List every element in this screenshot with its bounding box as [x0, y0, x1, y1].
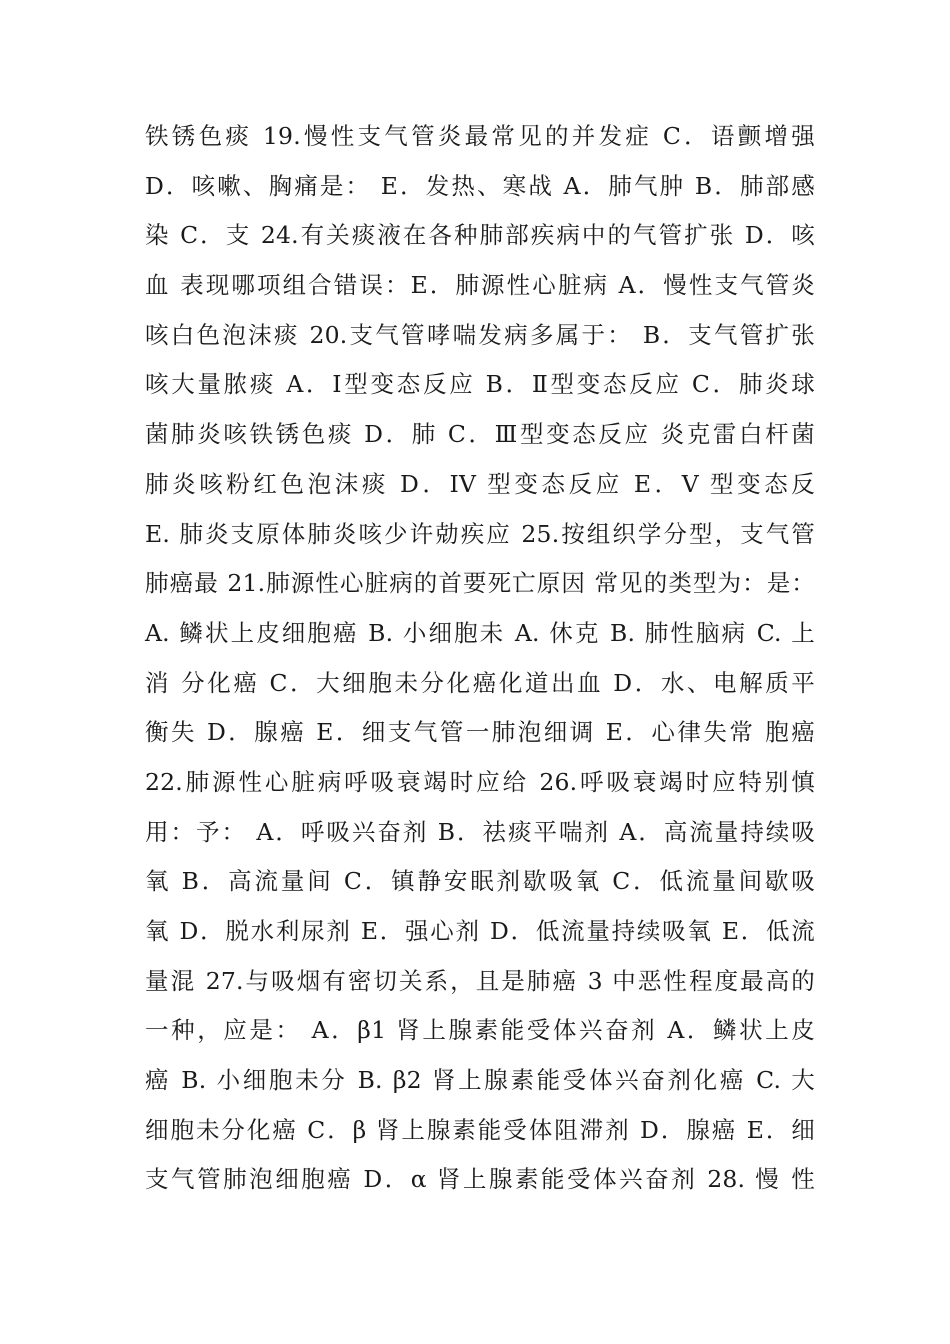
text-line: 细胞未分化癌 C．β 肾上腺素能受体阻滞剂 D．腺癌 E．细 — [145, 1115, 815, 1144]
document-body — [145, 112, 815, 1205]
text-line: 22.肺源性心脏病呼吸衰竭时应给 26.呼吸衰竭时应特别慎 — [145, 767, 815, 796]
text-line: 量混 27.与吸烟有密切关系，且是肺癌 3 中恶性程度最高的 — [145, 966, 815, 995]
text-line: E. 肺炎支原体肺炎咳少许勀疾应 25.按组织学分型，支气管 — [145, 519, 815, 548]
text-line: 染 C．支 24.有关痰液在各种肺部疾病中的气管扩张 D．咳 — [145, 221, 815, 250]
text-line: 一种，应是： A．β1 肾上腺素能受体兴奋剂 A．鳞状上皮 — [145, 1016, 815, 1045]
text-line: 氧 D．脱水利尿剂 E．强心剂 D．低流量持续吸氧 E．低流 — [145, 917, 815, 945]
text-line: D．咳嗽、胸痛是： E．发热、寒战 A．肺气肿 B．肺部感 — [145, 171, 815, 200]
text-line: 血 表现哪项组合错误：E．肺源性心脏病 A．慢性支气管炎 — [145, 271, 815, 300]
text-line: 消 分化癌 C．大细胞未分化癌化道出血 D．水、电解质平 — [145, 668, 815, 697]
text-line: 咳白色泡沫痰 20.支气管哮喘发病多属于： B．支气管扩张 — [145, 320, 815, 349]
text-line: 衡失 D．腺癌 E．细支气管一肺泡细调 E．心律失常 胞癌 — [145, 718, 815, 747]
text-line: 氧 B．高流量间 C．镇静安眠剂歇吸氧 C．低流量间歇吸 — [145, 867, 815, 896]
text-line: 癌 B. 小细胞未分 B. β2 肾上腺素能受体兴奋剂化癌 C. 大 — [145, 1066, 815, 1095]
text-line: 铁锈色痰 19.慢性支气管炎最常见的并发症 C．语颤增强 — [145, 122, 815, 150]
text-line: 肺炎咳粉红色泡沫痰 D．IV 型变态反应 E．V 型变态反 — [145, 469, 815, 498]
text-line: 咳大量脓痰 A．Ⅰ型变态反应 B．Ⅱ型变态反应 C．肺炎球 — [145, 370, 815, 399]
text-line: 用：予： A．呼吸兴奋剂 B．祛痰平喘剂 A．高流量持续吸 — [145, 817, 815, 846]
text-line: A. 鳞状上皮细胞癌 B. 小细胞未 A. 休克 B. 肺性脑病 C. 上 — [145, 618, 815, 647]
text-line: 肺癌最 21.肺源性心脏病的首要死亡原因 常见的类型为：是： — [145, 569, 815, 598]
text-line: 支气管肺泡细胞癌 D．α 肾上腺素能受体兴奋剂 28. 慢 性 — [145, 1165, 815, 1194]
text-line: 菌肺炎咳铁锈色痰 D．肺 C．Ⅲ型变态反应 炎克雷白杆菌 — [145, 420, 815, 449]
